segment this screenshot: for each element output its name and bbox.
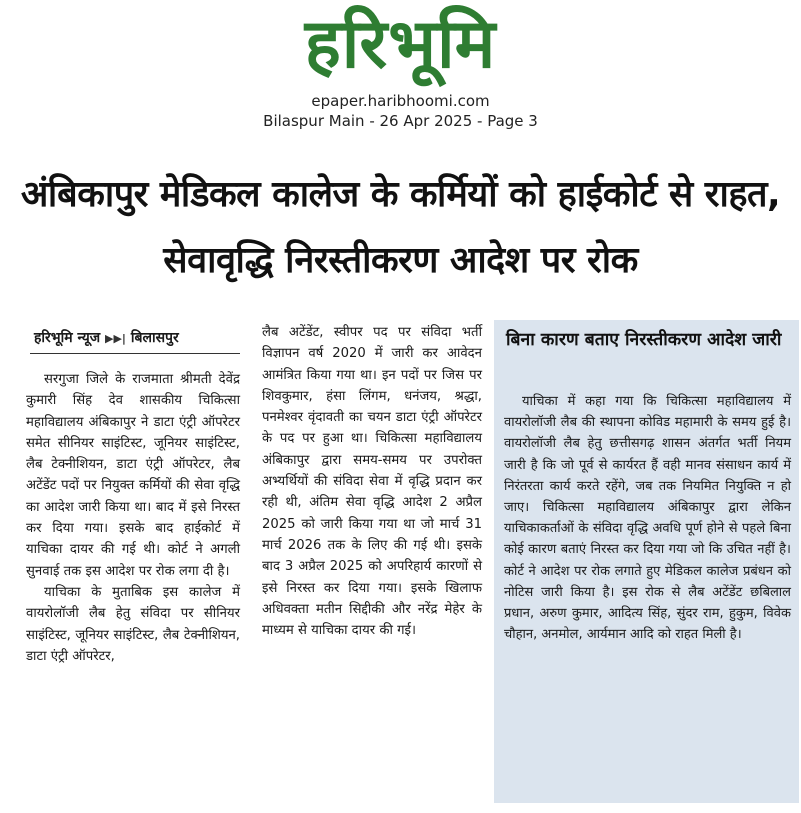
article-column-1	[26, 369, 240, 667]
edition-info: Bilaspur Main - 26 Apr 2025 - Page 3	[263, 112, 538, 130]
article-paragraph: लैब अटेंडेंट, स्वीपर पद पर संविदा भर्ती विज्ञापन वर्ष 2020 में जारी कर आवेदन आमंत्रित किया गया था। इन पदों पर जिस पर शिवकुमार, हंसा लिंगम, धनंजय, श्रद्धा, पनमेश्वर वृंदावती का चयन डाटा एंट्री ऑपरेटर के पद पर हुआ था। चिकित्सा महाविद्यालय अंबिकापुर द्वारा समय-समय पर उपरोक्त अभ्यर्थियों की संविदा सेवा में वृद्धि प्रदान कर रही थी, अंतिम सेवा वृद्धि आदेश 2 अप्रैल 2025 को जारी किया गया था जो मार्च 31 मार्च 2026 तक के लिए की गई थी। इसके बाद 3 अप्रैल 2025 को अपरिहार्य कारणों से इसे निरस्त कर दिया गया। इसके खिलाफ अधिवक्ता मतीन सिद्दीकी और नरेंद्र मेहेर के माध्यम से याचिका दायर की गई।	[262, 325, 482, 639]
sidebar-paragraph: याचिका में कहा गया कि चिकित्सा महाविद्यालय में वायरोलॉजी लैब की स्थापना कोविड महामारी के समय हुई है। वायरोलॉजी लैब हेतु छत्तीसगढ़ शासन अंतर्गत भर्ती नियम जारी है कि जो पूर्व से कार्यरत हैं वही मानव संसाधन कार्य में निरंतरता कार्य करते रहेंगे, जब तक नियमित नियुक्ति न हो जाए। चिकित्सा महाविद्यालय अंबिकापुर द्वारा लेकिन याचिकाकर्ताओं के संविदा वृद्धि अवधि पूर्ण होने से पहले बिना कोई कारण बताएं निरस्त कर दिया गया जो कि उचित नहीं है। कोर्ट ने आदेश पर रोक लगाते हुए मेडिकल कालेज प्रबंधन को नोटिस जारी किया है। इस रोक से लैब अटेंडेंट छबिलाल प्रधान, अरुण कुमार, आदित्य सिंह, सुंदर राम, हुकुम, विवेक चौहान, अनमोल, आर्यमान आदि को राहत मिली है।	[504, 394, 791, 643]
byline-source: हरिभूमि न्यूज	[34, 330, 101, 346]
article-column-2	[262, 322, 482, 641]
byline-arrow-icon: ▶▶|	[105, 332, 126, 345]
article-paragraph: सरगुजा जिले के राजमाता श्रीमती देवेंद्र कुमारी सिंह देव शासकीय चिकित्सा महाविद्यालय अंबिकापुर ने डाटा एंट्री ऑपरेटर समेत सीनियर साइंटिस्ट, जूनियर साइंटिस्ट, लैब टेक्नीशियन, डाटा एंट्री ऑपरेटर, लैब अटेंडेंट पदों पर नियुक्त कर्मियों की सेवा वृद्धि का आदेश जारी किया था। बाद में इसे निरस्त कर दिया गया। इसके बाद हाईकोर्ट में याचिका दायर की गई थी। कोर्ट ने अगली सुनवाई तक इस आदेश पर रोक लगा दी है।	[26, 372, 240, 579]
newspaper-logo: हरिभूमि	[304, 5, 497, 84]
epaper-url[interactable]: epaper.haribhoomi.com	[311, 92, 490, 110]
sidebar-box	[494, 320, 799, 803]
byline-location: बिलासपुर	[130, 330, 179, 346]
masthead	[0, 0, 801, 135]
article-paragraph: याचिका के मुताबिक इस कालेज में वायरोलॉजी लैब हेतु संविदा पर सीनियर साइंटिस्ट, जूनियर साइंटिस्ट, लैब टेक्नीशियन, डाटा एंट्री ऑपरेटर,	[26, 584, 240, 664]
sidebar-body	[504, 391, 791, 645]
sidebar-title: बिना कारण बताए निरस्तीकरण आदेश जारी	[506, 330, 782, 350]
byline-divider	[30, 353, 240, 354]
article-headline: अंबिकापुर मेडिकल कालेज के कर्मियों को हाईकोर्ट से राहत, सेवावृद्धि निरस्तीकरण आदेश पर रोक	[20, 174, 781, 281]
byline	[34, 327, 239, 349]
